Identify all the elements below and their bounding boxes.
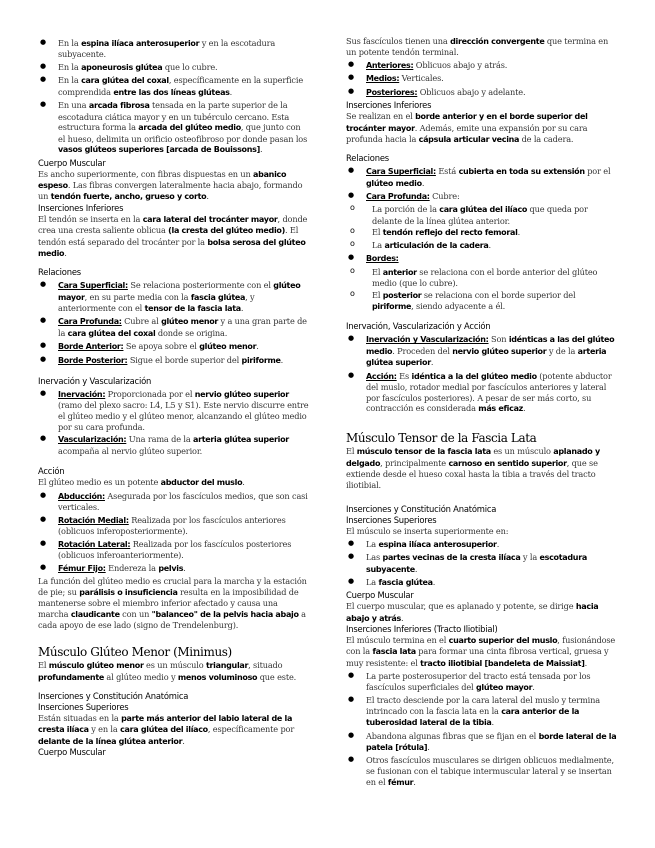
gluteus-medius-superior-insertions-list — [38, 38, 310, 156]
innervation-list — [38, 389, 310, 456]
emphasis-text: Borde Posterior: — [58, 355, 128, 365]
emphasis-text: nervio glúteo superior — [194, 389, 289, 399]
body-text: (ramo del plexo sacro: L4, L5 y S1). Este nervio discurre entre el glúteo medio y el glúteo menor, alcanzando el glúteo medio por su cara profunda. — [58, 400, 309, 432]
emphasis-text: parálisis o insuficiencia — [79, 587, 178, 597]
body-text: Asegurada por los fascículos medios, que son casi verticales. — [58, 490, 308, 512]
emphasis-text: tensor de la fascia lata — [144, 303, 241, 313]
list-item — [38, 563, 310, 574]
body-text: . — [532, 681, 535, 692]
body-text: En la — [58, 62, 82, 73]
body-text: Están situadas en la — [38, 713, 122, 724]
list-item — [38, 515, 310, 537]
list-item — [346, 755, 618, 788]
body-text: se relaciona con el borde anterior del glúteo medio (que lo cubre). — [372, 266, 598, 289]
body-text: . — [242, 477, 245, 488]
paragraph — [38, 169, 310, 203]
body-text: . — [182, 735, 185, 746]
emphasis-text: músculo glúteo menor — [48, 661, 144, 671]
section-title: Músculo Glúteo Menor (Minimus) — [38, 644, 232, 659]
body-text: En la — [58, 75, 82, 86]
body-text: , fusionándose con la — [346, 635, 616, 657]
emphasis-text: aplanado y delgado — [346, 447, 600, 468]
body-text: es un músculo — [143, 660, 207, 671]
sub-list-item — [346, 290, 618, 313]
paragraph — [38, 576, 310, 631]
list-item — [346, 371, 618, 415]
list-item — [346, 334, 618, 368]
body-text: El — [372, 227, 383, 238]
body-text: y de la — [546, 345, 578, 356]
body-text: Está — [435, 166, 459, 177]
emphasis-text: cara glútea del coxal — [67, 328, 156, 338]
body-text: Realizada por los fascículos posteriores (oblicuos inferoanteriormente). — [58, 538, 292, 561]
body-text: . — [414, 563, 418, 574]
emphasis-text: bolsa serosa del glúteo medio — [38, 237, 306, 258]
paragraph — [346, 601, 618, 624]
body-text: El tracto desciende por la cara lateral del muslo y termina intrincado con la fascia lata en la — [366, 695, 600, 716]
list-item — [38, 539, 310, 561]
emphasis-text: Medios: — [366, 74, 400, 84]
body-text: acompaña al nervio glúteo superior. — [58, 445, 203, 456]
body-text: . — [413, 776, 416, 787]
section-heading: Relaciones — [346, 153, 389, 164]
emphasis-text: nervio glúteo superior — [452, 346, 547, 356]
list-item — [38, 355, 310, 366]
list-item — [38, 75, 310, 98]
emphasis-text: espina ilíaca anterosuperior — [378, 539, 497, 549]
emphasis-text: Posteriores: — [366, 87, 418, 97]
paragraph — [38, 660, 310, 683]
section-heading: Inervación y Vascularización — [38, 375, 152, 386]
emphasis-text: Rotación Medial: — [58, 515, 129, 525]
emphasis-text: "balanceo" de la pelvis hacia abajo — [151, 609, 299, 619]
section-heading: Relaciones — [38, 267, 81, 278]
body-text: . — [229, 86, 233, 97]
paragraph — [346, 446, 618, 490]
body-text: resulta en la imposibilidad de mantenerse sobre el miembro inferior afectado y causa una marcha — [38, 586, 299, 619]
emphasis-text: cara glútea del coxal — [81, 76, 169, 86]
paragraph — [346, 635, 618, 669]
body-text: . — [280, 354, 284, 365]
section-heading: Acción — [38, 466, 65, 477]
list-item — [38, 280, 310, 314]
body-text: . — [259, 144, 263, 155]
sub-list-item — [346, 204, 618, 226]
emphasis-text: pelvis — [158, 563, 184, 573]
emphasis-text: Cara Profunda: — [366, 192, 430, 202]
body-text: . — [430, 357, 434, 368]
list-item — [346, 539, 618, 550]
emphasis-text: piriforme — [372, 302, 412, 312]
body-text: Realizada por los fascículos anteriores (oblicuos inferoposteriormente). — [58, 514, 286, 537]
emphasis-text: articulación de la cadera — [384, 240, 489, 250]
body-text: , específicamente por — [207, 724, 295, 735]
emphasis-text: más eficaz — [478, 404, 524, 414]
emphasis-text: aponeurosis glútea — [81, 63, 163, 73]
body-text: . — [491, 717, 494, 728]
emphasis-text: arteria glútea superior — [193, 435, 289, 445]
emphasis-text: glúteo mayor — [475, 682, 533, 692]
body-text: se relaciona con el borde superior del — [421, 289, 576, 300]
body-text: , específicamente en la superficie comprendida — [58, 75, 304, 97]
body-text: es un músculo — [490, 446, 554, 457]
body-text: a cada apoyo de ese lado (signo de Trendelenburg). — [38, 608, 306, 631]
section-title: Músculo Tensor de la Fascia Lata — [346, 430, 537, 445]
body-text: . — [584, 657, 588, 668]
body-text: La — [366, 577, 379, 587]
list-item — [38, 491, 310, 513]
paragraph — [346, 111, 618, 145]
body-text: con un — [119, 608, 152, 619]
body-text: Oblicuos abajo y adelante. — [417, 86, 526, 97]
emphasis-text: hacia abajo y atrás — [346, 602, 599, 623]
body-text: Endereza la — [105, 562, 159, 573]
emphasis-text: tendón fuerte, ancho, grueso y corto — [50, 192, 207, 202]
list-item — [38, 38, 310, 60]
emphasis-text: idéntica a la del glúteo medio — [411, 371, 537, 381]
emphasis-text: Borde Anterior: — [58, 342, 124, 352]
emphasis-text: posterior — [382, 290, 422, 300]
emphasis-text: escotadura subyacente — [366, 553, 587, 574]
body-text: por el — [584, 166, 611, 177]
left-column — [38, 36, 310, 758]
emphasis-text: arteria glútea superior — [366, 346, 607, 368]
section-heading: Inserciones Inferiores — [38, 202, 124, 213]
body-text: Sigue el borde superior del — [127, 354, 242, 365]
body-text: que termina en un potente tendón terminal. — [346, 36, 609, 58]
section-heading: Inervación, Vascularización y Acción — [346, 321, 491, 332]
list-item — [38, 62, 310, 73]
emphasis-text: Anteriores: — [366, 61, 414, 71]
emphasis-text: Inervación y Vascularización: — [366, 335, 489, 345]
body-text: y la — [520, 552, 540, 563]
emphasis-text: tracto iliotibial [bandeleta de Maissiat] — [420, 658, 585, 668]
list-item — [38, 100, 310, 155]
emphasis-text: menos voluminoso — [177, 672, 258, 682]
emphasis-text: Vascularización: — [58, 435, 127, 445]
list-item — [346, 577, 618, 588]
body-text: , donde crea una cresta saliente oblicua — [38, 213, 308, 236]
body-text: El músculo termina en el — [346, 635, 449, 646]
list-item — [346, 166, 618, 189]
section-heading: Inserciones y Constitución Anatómica — [346, 504, 497, 515]
section-heading: Inserciones Inferiores — [346, 100, 432, 111]
emphasis-text: espina ilíaca anterosuperior — [81, 39, 200, 48]
emphasis-text: fascia glútea — [378, 578, 433, 587]
body-text: Las — [366, 552, 383, 563]
body-text: que lo cubre. — [162, 62, 218, 73]
body-text: Proporcionada por el — [105, 388, 195, 399]
body-text: . — [496, 538, 500, 549]
body-text: que este. — [257, 671, 297, 682]
emphasis-text: abanico espeso — [38, 169, 287, 191]
list-item — [38, 389, 310, 432]
list-item — [346, 191, 618, 202]
emphasis-text: delante de la línea glútea anterior — [38, 736, 183, 746]
body-text: El — [372, 289, 383, 300]
emphasis-text: músculo tensor de la fascia lata — [356, 447, 491, 457]
emphasis-text: cara glútea del ilíaco — [439, 205, 528, 215]
body-text: , que junto con el hueso, delimita un orificio osteofibroso por donde pasan los — [58, 122, 308, 144]
body-text: Es — [396, 370, 412, 381]
body-text: al glúteo medio y — [103, 671, 178, 682]
section-heading: Cuerpo Muscular — [38, 747, 106, 758]
body-text: Se relaciona posteriormente con el — [127, 280, 274, 291]
emphasis-text: cara lateral del trocánter mayor — [142, 214, 278, 224]
list-item — [346, 60, 618, 71]
list-item — [346, 695, 618, 728]
body-text: . — [64, 247, 67, 258]
body-text: . — [183, 562, 186, 573]
body-text: (potente abductor del muslo, rotador medial por fascículos anteriores y lateral por fascículos posteriores). A pesar de ser más corto, su contracción es considerada — [366, 370, 612, 414]
body-text: El cuerpo muscular, que es aplanado y potente, se dirige — [346, 601, 576, 612]
emphasis-text: glúteo menor — [199, 342, 257, 352]
paragraph — [38, 214, 310, 260]
list-item — [38, 316, 310, 339]
fascicles-list — [346, 60, 618, 98]
emphasis-text: partes vecinas de la cresta ilíaca — [382, 553, 521, 563]
paragraph — [38, 713, 310, 747]
emphasis-text: dirección convergente — [450, 37, 545, 46]
section-heading: Cuerpo Muscular — [38, 157, 106, 168]
section-heading: Cuerpo Muscular — [346, 590, 414, 601]
list-item — [38, 434, 310, 456]
emphasis-text: idénticas a las del glúteo medio — [366, 335, 615, 356]
body-text: y en la — [88, 724, 121, 735]
body-text: , en su parte media con la — [84, 291, 191, 302]
emphasis-text: Acción: — [366, 371, 397, 381]
body-text: . Además, emite una expansión por su cara profunda hacia la — [346, 122, 588, 144]
emphasis-text: parte más anterior del labio lateral de la cresta ilíaca — [38, 714, 293, 735]
body-text: La — [372, 239, 385, 250]
body-text: . — [523, 403, 526, 414]
body-text: de la cadera. — [519, 133, 574, 144]
emphasis-text: tendón reflejo del recto femoral — [382, 228, 518, 238]
body-text: . — [240, 302, 244, 313]
list-item — [346, 552, 618, 575]
emphasis-text: borde anterior y en el borde superior del trocánter mayor — [346, 112, 588, 133]
body-text: . — [400, 612, 404, 623]
section-heading: Inserciones Superiores — [38, 702, 129, 713]
emphasis-text: Inervación: — [58, 389, 106, 399]
emphasis-text: cápsula articular vecina — [418, 134, 520, 144]
body-text: donde se origina. — [155, 327, 228, 338]
body-text: . Las fibras convergen lateralmente hacia abajo, formando un — [38, 180, 303, 202]
body-text: . — [421, 177, 425, 188]
body-text: El — [346, 446, 357, 457]
emphasis-text: arcada del glúteo medio — [138, 123, 241, 133]
paragraph — [38, 477, 310, 488]
emphasis-text: claudicante — [70, 609, 120, 619]
body-text: Abandona algunas fibras que se fijan en el — [366, 730, 539, 741]
body-text: El tendón se inserta en la — [38, 213, 143, 224]
body-text: El — [38, 660, 49, 671]
body-text: . — [206, 191, 209, 202]
body-text: Oblicuos abajo y atrás. — [413, 60, 508, 71]
emphasis-text: cara anterior de la tuberosidad lateral de la tibia — [366, 706, 580, 728]
paragraph — [346, 36, 618, 58]
body-text: En la — [58, 38, 82, 48]
emphasis-text: glúteo menor — [161, 317, 219, 327]
section-heading: Inserciones y Constitución Anatómica — [38, 691, 189, 702]
body-text: La función del glúteo medio es crucial para la marcha y la estación de pie; su — [38, 576, 307, 597]
emphasis-text: anterior — [382, 267, 417, 277]
emphasis-text: Cara Superficial: — [58, 281, 128, 291]
emphasis-text: (la cresta del glúteo medio) — [168, 226, 285, 236]
list-item — [346, 731, 618, 754]
body-text: Verticales. — [399, 73, 444, 84]
emphasis-text: Bordes: — [366, 254, 399, 264]
body-text: . El tendón está separado del trocánter por la — [38, 225, 299, 247]
body-text: . — [432, 577, 436, 587]
emphasis-text: fémur — [387, 777, 414, 787]
emphasis-text: vasos glúteos superiores [arcada de Bouissons] — [58, 145, 260, 155]
body-text: , siendo adyacente a él. — [411, 301, 506, 312]
action-list — [38, 491, 310, 575]
iliotibial-tract-list — [346, 671, 618, 788]
body-text: Cubre: — [429, 191, 460, 202]
emphasis-text: abductor del muslo — [160, 478, 243, 488]
tfl-superior-insertions-list — [346, 539, 618, 589]
body-text: . — [256, 341, 259, 352]
body-text: La — [366, 538, 379, 549]
sub-list-item — [346, 227, 618, 238]
body-text: . Proceden del — [392, 345, 453, 356]
list-item — [346, 671, 618, 693]
innervation-list — [346, 334, 618, 414]
list-item — [346, 253, 618, 264]
body-text: para formar una cinta fibrosa vertical, gruesa y muy resistente: el — [346, 646, 609, 668]
emphasis-text: fascia glútea — [190, 292, 246, 302]
list-item — [346, 73, 618, 84]
body-text: y en la escotadura subyacente. — [58, 38, 276, 60]
sub-list-item — [346, 240, 618, 251]
emphasis-text: cuarto superior del muslo — [448, 636, 558, 646]
list-item — [346, 87, 618, 98]
body-text: tensada en la parte superior de la escotadura ciática mayor y en un tubérculo cercano. Esta estructura forma la — [58, 100, 290, 133]
emphasis-text: fascia lata — [372, 647, 416, 657]
emphasis-text: profundamente — [38, 672, 104, 682]
body-text: En una — [58, 100, 89, 111]
emphasis-text: arcada fibrosa — [88, 101, 150, 111]
paragraph: El músculo se inserta superiormente en: — [346, 526, 509, 537]
body-text: y a una gran parte de la — [58, 316, 307, 338]
sub-list-item — [346, 267, 618, 289]
body-text: Son — [488, 334, 509, 345]
body-text: El glúteo medio es un potente — [38, 477, 161, 488]
emphasis-text: Cara Superficial: — [366, 167, 436, 177]
body-text: , y anteriormente con el — [58, 291, 255, 313]
emphasis-text: entre las dos líneas glúteas — [113, 87, 230, 97]
section-heading: Inserciones Inferiores (Tracto Iliotibial) — [346, 624, 498, 635]
emphasis-text: Rotación Lateral: — [58, 539, 131, 549]
emphasis-text: Cara Profunda: — [58, 317, 122, 327]
emphasis-text: Abducción: — [58, 491, 105, 501]
body-text: , situado — [248, 660, 283, 671]
body-text: , que se extiende desde el hueso coxal hasta la tibia a través del tracto iliotibial. — [346, 457, 598, 490]
body-text: Es ancho superiormente, con fibras dispuestas en un — [38, 168, 254, 179]
body-text: Se apoya sobre el — [123, 341, 200, 352]
relations-list — [346, 166, 618, 312]
body-text: Sus fascículos tienen una — [346, 36, 451, 46]
body-text: Otros fascículos musculares se dirigen oblicuos medialmente, se fusionan con el tabique intermuscular lateral y se insertan en el — [366, 755, 614, 787]
emphasis-text: cubierta en toda su extensión — [458, 167, 585, 177]
emphasis-text: Fémur Fijo: — [58, 563, 106, 573]
body-text: La parte posterosuperior del tracto está tensada por los fascículos superficiales del — [366, 671, 591, 692]
emphasis-text: cara glútea del ilíaco — [120, 725, 208, 735]
list-item — [38, 341, 310, 352]
body-text: La porción de la — [372, 204, 440, 215]
body-text: Se realizan en el — [346, 111, 416, 122]
body-text: Cubre al — [121, 316, 162, 327]
body-text: que queda por delante de la línea glútea anterior. — [372, 204, 588, 226]
emphasis-text: piriforme — [241, 355, 281, 365]
body-text: . — [427, 742, 430, 753]
body-text: . — [488, 239, 491, 250]
emphasis-text: glúteo medio — [366, 178, 422, 188]
emphasis-text: triangular — [206, 661, 249, 671]
emphasis-text: carnoso en sentido superior — [448, 458, 567, 468]
body-text: . — [517, 227, 521, 238]
section-heading: Inserciones Superiores — [346, 515, 437, 526]
emphasis-text: glúteo mayor — [58, 281, 301, 302]
body-text: Una rama de la — [126, 434, 194, 445]
right-column — [346, 36, 618, 790]
emphasis-text: borde lateral de la patela [rótula] — [366, 731, 617, 753]
relations-list — [38, 280, 310, 366]
body-text: , principalmente — [380, 457, 449, 468]
body-text: El — [372, 266, 383, 277]
